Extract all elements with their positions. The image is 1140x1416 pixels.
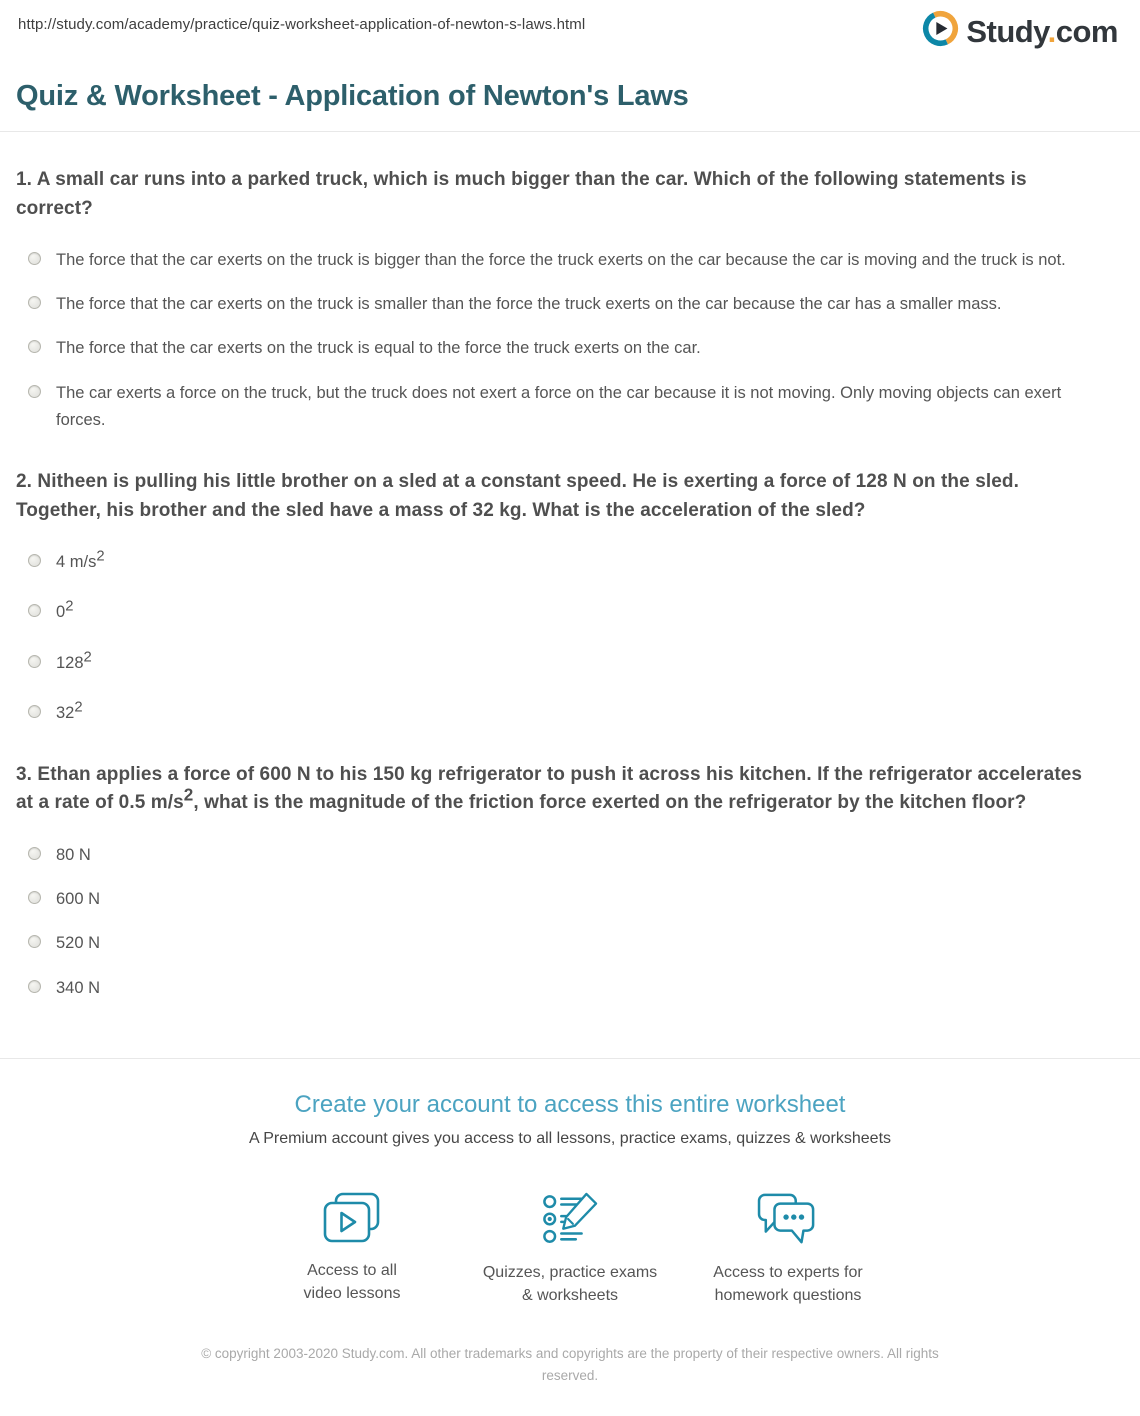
option-label: The force that the car exerts on the truck is bigger than the force the truck exerts on the car because the car is moving and the truck is not. (56, 251, 1066, 269)
option-label: 4 $m/s^2$ (56, 548, 105, 572)
feature-expert-help (679, 1192, 897, 1307)
title-divider (0, 131, 1140, 132)
question-3-option-3[interactable] (28, 930, 1100, 957)
studycom-logo-text (966, 13, 1118, 49)
studycom-play-icon (922, 10, 959, 52)
studycom-logo[interactable] (922, 10, 1118, 52)
option-label: $32^2$ (56, 699, 83, 722)
question-2 (16, 468, 1100, 727)
features-row (0, 1192, 1140, 1307)
radio-button[interactable] (28, 705, 41, 718)
page-url: http://study.com/academy/practice/quiz-worksheet-application-of-newton-s-laws.html (18, 16, 586, 33)
radio-button[interactable] (28, 340, 41, 353)
question-3-text: 3. Ethan applies a force of 600 N to his 150 kg refrigerator to push it across his kitchen. If the refrigerator accelerates at a rate of 0.5 $m/s^2$, what is the magnitude of the friction force exerted on the refrigerator by the kitchen floor? (16, 763, 1083, 814)
question-3-option-4[interactable] (28, 975, 1100, 1002)
question-1 (16, 166, 1100, 434)
question-2-option-3[interactable] (28, 650, 1100, 677)
question-2-option-1[interactable] (28, 549, 1100, 576)
chat-experts-icon (679, 1192, 897, 1248)
radio-button[interactable] (28, 655, 41, 668)
question-2-option-2[interactable] (28, 599, 1100, 626)
video-lessons-icon (243, 1192, 461, 1246)
cta-subheading: A Premium account gives you access to all lessons, practice exams, quizzes & worksheets (248, 1129, 892, 1147)
option-label: 340 N (56, 978, 101, 997)
question-1-option-2[interactable] (28, 291, 1100, 318)
option-label: 520 N (56, 934, 101, 953)
logo-dot: . (1047, 13, 1056, 49)
quizzes-worksheets-icon (461, 1192, 679, 1248)
copyright-text: © copyright 2003-2020 Study.com. All other trademarks and copyrights are the property of their respective owners. All rights reserved. (201, 1346, 939, 1383)
question-3-option-2[interactable] (28, 886, 1100, 913)
option-label: $0^2$ (56, 598, 74, 622)
radio-button[interactable] (28, 847, 41, 860)
radio-button[interactable] (28, 604, 41, 617)
feature-label: Access to all video lessons (303, 1261, 401, 1303)
option-label: The force that the car exerts on the truck is equal to the force the truck exerts on the car. (56, 339, 701, 358)
question-1-text: 1. A small car runs into a parked truck, which is much bigger than the car. Which of the following statements is correct? (16, 169, 1027, 219)
top-bar (0, 0, 1140, 52)
question-3 (16, 761, 1100, 1002)
quiz-content (0, 166, 1140, 1002)
question-1-option-3[interactable] (28, 335, 1100, 362)
option-label: The force that the car exerts on the truck is smaller than the force the truck exerts on the car because the car has a smaller mass. (56, 295, 1002, 314)
feature-video-lessons (243, 1192, 461, 1307)
radio-button[interactable] (28, 554, 41, 567)
radio-button[interactable] (28, 891, 41, 904)
question-1-option-1[interactable] (28, 247, 1100, 274)
logo-word-com: com (1055, 13, 1118, 49)
question-2-options (28, 549, 1100, 727)
radio-button[interactable] (28, 252, 41, 265)
question-2-option-4[interactable] (28, 700, 1100, 727)
radio-button[interactable] (28, 296, 41, 309)
feature-label: Access to experts for homework questions (713, 1263, 863, 1305)
radio-button[interactable] (28, 980, 41, 993)
radio-button[interactable] (28, 385, 41, 398)
option-label: 80 N (56, 845, 91, 864)
cta-heading[interactable]: Create your account to access this entire worksheet (294, 1090, 846, 1118)
question-3-options (28, 842, 1100, 1002)
cta-section (0, 1091, 1140, 1307)
question-1-options (28, 247, 1100, 434)
feature-quizzes-worksheets (461, 1192, 679, 1307)
option-label: 600 N (56, 890, 101, 909)
question-2-text: 2. Nitheen is pulling his little brother on a sled at a constant speed. He is exerting a force of 128 N on the sled. Together, his brother and the sled have a mass of 32 kg. What is the acceleration of the sled? (16, 471, 1019, 521)
cta-divider (0, 1058, 1140, 1059)
question-1-option-4[interactable] (28, 380, 1100, 434)
logo-word-study: Study (966, 13, 1048, 49)
radio-button[interactable] (28, 935, 41, 948)
option-label: $128^2$ (56, 648, 92, 672)
feature-label: Quizzes, practice exams & worksheets (482, 1263, 658, 1305)
page-title: Quiz & Worksheet - Application of Newton's Laws (16, 80, 689, 112)
question-3-option-1[interactable] (28, 842, 1100, 869)
option-label: The car exerts a force on the truck, but the truck does not exert a force on the car because it is not moving. Only moving objects can exert forces. (56, 383, 1062, 429)
